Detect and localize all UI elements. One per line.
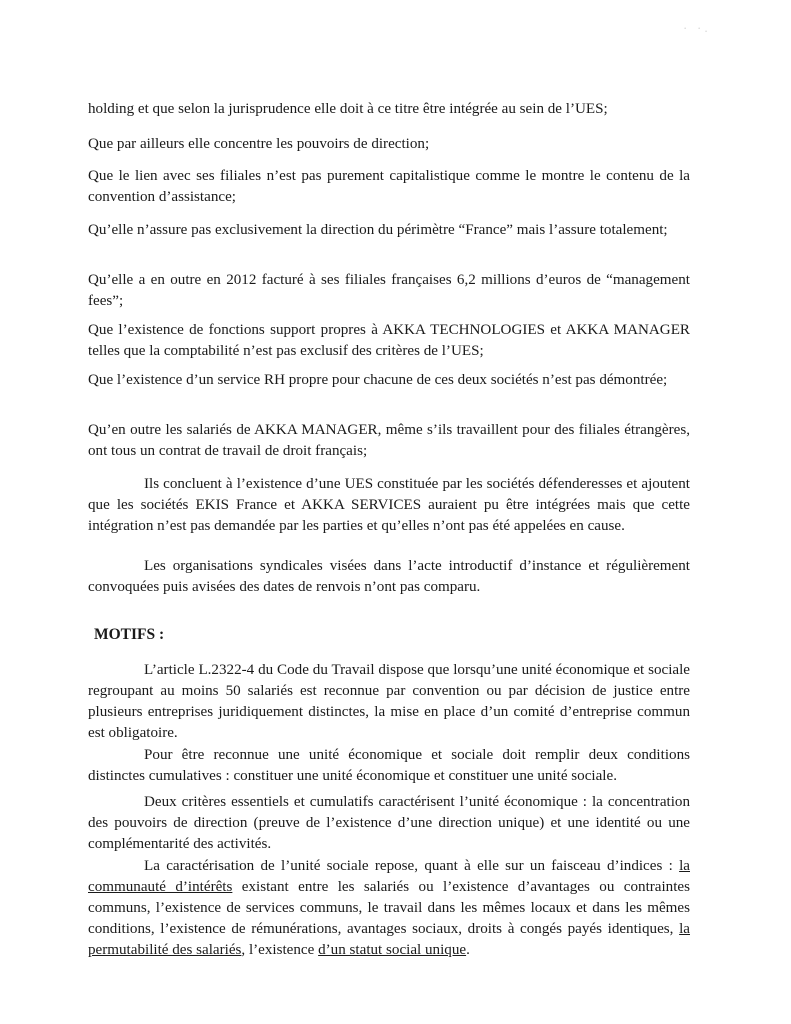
section-heading-motifs: MOTIFS : (94, 626, 165, 643)
paragraph-conclusion-ues: Ils concluent à l’existence d’une UES constituée par les sociétés défenderesses et ajoutent que les sociétés EKIS France et AKKA SERVICES auraient pu être intégrées mais que cette intégration n’est pas demandée par les parties et qu’elles n’ont pas été appelées en cause. (88, 476, 690, 534)
underlined-permutabilite: la permutabilité des salariés (88, 921, 690, 958)
paragraph-management-fees: Qu’elle a en outre en 2012 facturé à ses filiales françaises 6,2 millions d’euros de “management fees”; (88, 272, 690, 309)
paragraph-lien-filiales: Que le lien avec ses filiales n’est pas purement capitalistique comme le montre le contenu de la convention d’assistance; (88, 168, 690, 205)
unite-sociale-text-1: La caractérisation de l’unité sociale repose, quant à elle sur un faisceau d’indices : (144, 858, 680, 874)
paragraph-perimetre: Qu’elle n’assure pas exclusivement la direction du périmètre “France” mais l’assure totalement; (88, 222, 668, 238)
paragraph-unite-sociale (88, 856, 690, 961)
unite-sociale-text-2: existant entre les salariés ou l’existence d’avantages ou contraintes communs, l’existence de services communs, le travail dans les mêmes locaux et dans les mêmes conditions, l’existence de rémunérations, avantages sociaux, droits à congés payés identiques, (88, 879, 690, 937)
paragraph-unite-conditions: Pour être reconnue une unité économique et sociale doit remplir deux conditions distinctes cumulatives : constituer une unité économique et constituer une unité sociale. (88, 747, 690, 784)
paragraph-service-rh: Que l’existence d’un service RH propre pour chacune de ces deux sociétés n’est pas démontrée; (88, 372, 668, 388)
unite-sociale-text-4: . (466, 942, 470, 958)
paragraph-unite-economique: Deux critères essentiels et cumulatifs caractérisent l’unité économique : la concentration des pouvoirs de direction (preuve de l’existence d’une direction unique) et une identité ou une complémentarité des activités. (88, 794, 690, 852)
paragraph-pouvoirs: Que par ailleurs elle concentre les pouvoirs de direction; (88, 136, 430, 152)
paragraph-holding: holding et que selon la jurisprudence elle doit à ce titre être intégrée au sein de l’UES; (88, 101, 608, 117)
unite-sociale-text-3: , l’existence (241, 942, 319, 958)
paragraph-article-l2322: L’article L.2322-4 du Code du Travail dispose que lorsqu’une unité économique et sociale regroupant au moins 50 salariés est reconnue par convention ou par décision de justice entre plusieurs entreprises juridiquement distinctes, la mise en place d’un comité d’entreprise commun est obligatoire. (88, 662, 690, 741)
corner-stamp-mark: · ·. (683, 20, 711, 35)
paragraph-salaries-akka: Qu’en outre les salariés de AKKA MANAGER, même s’ils travaillent pour des filiales étrangères, ont tous un contrat de travail de droit français; (88, 422, 690, 459)
paragraph-fonctions-support: Que l’existence de fonctions support propres à AKKA TECHNOLOGIES et AKKA MANAGER telles que la comptabilité n’est pas exclusif des critères de l’UES; (88, 322, 690, 359)
paragraph-organisations-syndicales: Les organisations syndicales visées dans l’acte introductif d’instance et régulièrement convoquées puis avisées des dates de renvois n’ont pas comparu. (88, 558, 690, 595)
underlined-communaute-interets: la communauté d’intérêts (88, 858, 690, 895)
underlined-statut-social: d’un statut social unique (318, 942, 467, 958)
